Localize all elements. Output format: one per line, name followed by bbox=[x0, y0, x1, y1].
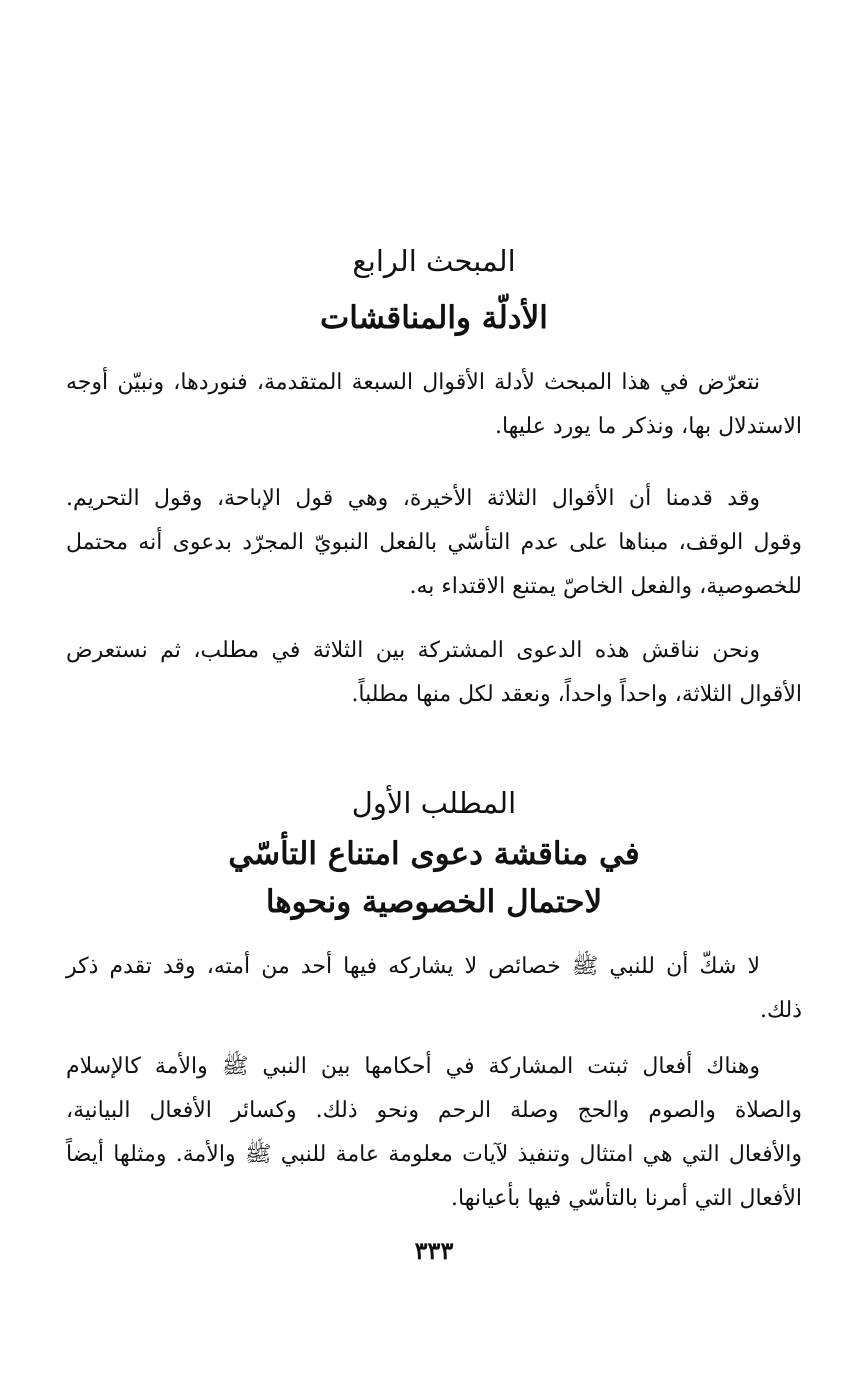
paragraph-line: والصلاة والصوم والحج وصلة الرحم ونحو ذلك. وكسائر الأفعال البيانية، bbox=[66, 1098, 802, 1123]
paragraph-line: الاستدلال بها، ونذكر ما يورد عليها. bbox=[494, 414, 802, 439]
section-title: المبحث الرابع bbox=[352, 244, 516, 278]
paragraph-line: الأقوال الثلاثة، واحداً واحداً، ونعقد لكل منها مطلباً. bbox=[351, 682, 802, 707]
paragraph-line: للخصوصية، والفعل الخاصّ يمتنع الاقتداء به. bbox=[409, 574, 802, 599]
paragraph-line: ونحن نناقش هذه الدعوى المشتركة بين الثلاثة في مطلب، ثم نستعرض bbox=[66, 638, 760, 663]
paragraph-line: وقول الوقف، مبناها على عدم التأسّي بالفعل النبويّ المجرّد بدعوى أنه محتمل bbox=[66, 530, 802, 555]
subsection-title: المطلب الأول bbox=[351, 786, 517, 820]
paragraph-line: الأفعال التي أمرنا بالتأسّي فيها بأعيانها. bbox=[451, 1186, 802, 1211]
paragraph-line: وقد قدمنا أن الأقوال الثلاثة الأخيرة، وهي قول الإباحة، وقول التحريم. bbox=[66, 486, 760, 511]
paragraph-line: نتعرّض في هذا المبحث لأدلة الأقوال السبعة المتقدمة، فنوردها، ونبيّن أوجه bbox=[66, 370, 760, 395]
paragraph-line: ذلك. bbox=[759, 998, 802, 1023]
section-subtitle: الأدلّة والمناقشات bbox=[320, 300, 548, 336]
subsection-subtitle: لاحتمال الخصوصية ونحوها bbox=[265, 884, 603, 920]
subsection-subtitle: في مناقشة دعوى امتناع التأسّي bbox=[228, 836, 640, 872]
paragraph-line: وهناك أفعال ثبتت المشاركة في أحكامها بين النبي ﷺ والأمة كالإسلام bbox=[66, 1054, 760, 1079]
paragraph-line: والأفعال التي هي امتثال وتنفيذ لآيات معلومة عامة للنبي ﷺ والأمة. ومثلها أيضاً bbox=[66, 1142, 802, 1167]
page-number: ٣٣٣ bbox=[414, 1236, 454, 1265]
paragraph-line: لا شكّ أن للنبي ﷺ خصائص لا يشاركه فيها أحد من أمته، وقد تقدم ذكر bbox=[66, 954, 760, 979]
